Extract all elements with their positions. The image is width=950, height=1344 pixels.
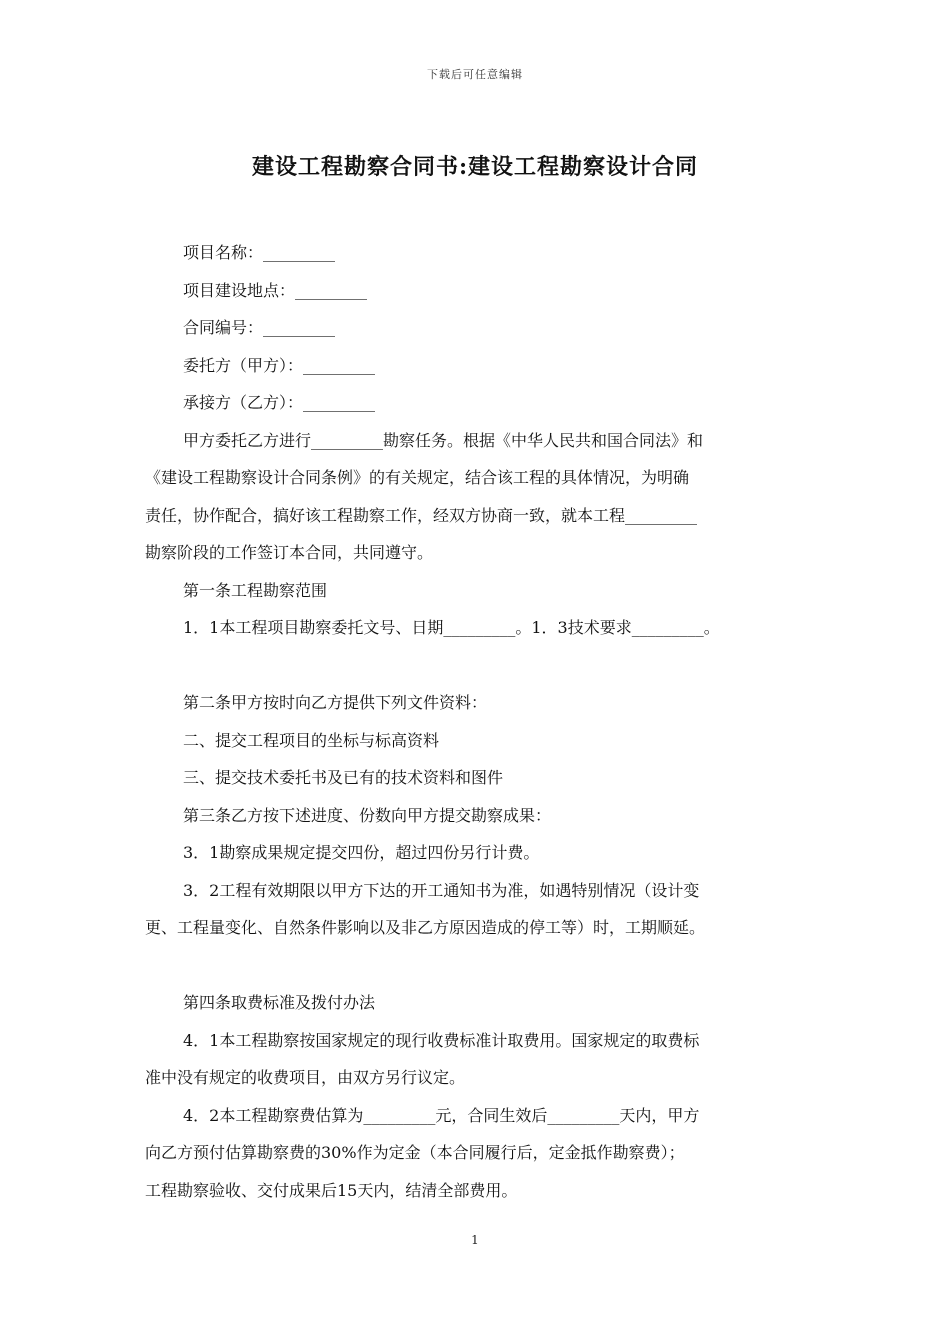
document-body (145, 234, 815, 1209)
article3-paragraph: 3．2工程有效期限以甲方下达的开工通知书为准，如遇特别情况（设计变 (183, 880, 700, 900)
article2-item: 三、提交技术委托书及已有的技术资料和图件 (183, 768, 504, 787)
article1-line: 1．1本工程项目勘察委托文号、日期_________。1．3技术要求_________。 (183, 618, 720, 637)
paragraph-gap (145, 647, 815, 685)
article3-paragraph-cont: 更、工程量变化、自然条件影响以及非乙方原因造成的停工等）时，工期顺延。 (145, 918, 706, 937)
article4-paragraph-cont: 向乙方预付估算勘察费的30%作为定金（本合同履行后，定金抵作勘察费）； (145, 1143, 685, 1162)
page-number: 1 (471, 1233, 479, 1247)
article4-paragraph: 4．2本工程勘察费估算为_________元，合同生效后_________天内，甲方 (183, 1105, 700, 1125)
article4-paragraph: 4．1本工程勘察按国家规定的现行收费标准计取费用。国家规定的取费标 (183, 1030, 700, 1050)
article4-paragraph-cont: 工程勘察验收、交付成果后15天内，结清全部费用。 (145, 1180, 518, 1200)
field-project-site: 项目建设地点：_________ (183, 280, 368, 300)
paragraph-gap (145, 947, 815, 985)
preamble-line: 甲方委托乙方进行_________勘察任务。根据《中华人民共和国合同法》和 (183, 430, 704, 450)
field-contract-no: 合同编号：_________ (183, 318, 336, 337)
document-title: 建设工程勘察合同书:建设工程勘察设计合同 (251, 154, 699, 180)
header-note: 下载后可任意编辑 (427, 68, 523, 81)
article4-heading: 第四条取费标准及拨付办法 (183, 993, 376, 1012)
preamble-line: 责任，协作配合，搞好该工程勘察工作，经双方协商一致，就本工程_________ (145, 505, 698, 525)
article1-heading: 第一条工程勘察范围 (183, 580, 328, 600)
article4-paragraph-cont: 准中没有规定的收费项目，由双方另行议定。 (145, 1068, 466, 1087)
field-party-b: 承接方（乙方）：_________ (183, 393, 376, 412)
article3-heading: 第三条乙方按下述进度、份数向甲方提交勘察成果： (183, 805, 552, 825)
field-project-name: 项目名称：_________ (183, 243, 336, 262)
article2-heading: 第二条甲方按时向乙方提供下列文件资料： (183, 693, 488, 712)
article2-item: 二、提交工程项目的坐标与标高资料 (183, 730, 440, 750)
preamble-line: 勘察阶段的工作签订本合同，共同遵守。 (145, 543, 434, 562)
article3-paragraph: 3．1勘察成果规定提交四份，超过四份另行计费。 (183, 843, 540, 862)
field-party-a: 委托方（甲方）：_________ (183, 355, 376, 375)
preamble-line: 《建设工程勘察设计合同条例》的有关规定，结合该工程的具体情况，为明确 (145, 468, 690, 487)
